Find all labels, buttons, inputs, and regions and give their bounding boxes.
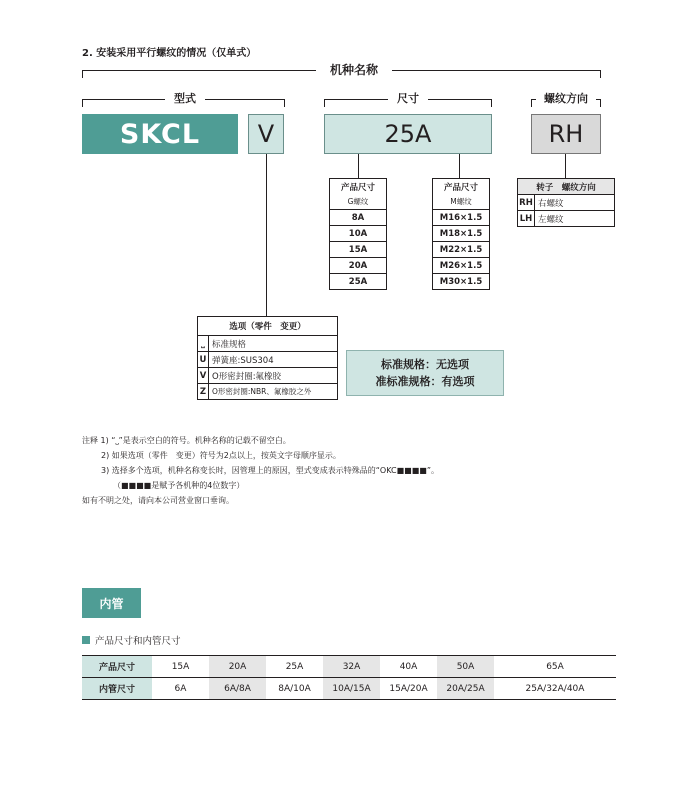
thread-code-box: RH	[531, 114, 601, 154]
m-table-header: 产品尺寸	[433, 179, 490, 195]
inner-tube-title: 内管	[82, 588, 141, 618]
table-cell: 65A	[494, 656, 616, 678]
note-contact: 如有不明之处，请向本公司营业窗口垂询。	[82, 496, 234, 505]
direction-table	[517, 178, 615, 227]
inner-tube-subtitle-row	[82, 633, 181, 647]
table-cell: RH	[518, 195, 535, 211]
table-cell: 10A	[330, 226, 387, 242]
table-row	[82, 678, 616, 700]
inner-tube-table	[82, 655, 616, 700]
table-cell: 标准规格	[209, 336, 338, 352]
g-table-subheader: G螺纹	[330, 194, 387, 210]
option-table-header: 选项（零件 变更）	[198, 317, 338, 336]
table-cell: 15A	[152, 656, 209, 678]
table-cell: 50A	[437, 656, 494, 678]
g-table-header: 产品尺寸	[330, 179, 387, 195]
table-cell: 6A	[152, 678, 209, 700]
g-thread-table	[329, 178, 387, 290]
table-cell: M16×1.5	[433, 210, 490, 226]
table-cell: 8A/10A	[266, 678, 323, 700]
m-thread-table	[432, 178, 490, 290]
table-cell: 15A	[330, 242, 387, 258]
direction-table-header: 转子 螺纹方向	[518, 179, 615, 195]
model-name-label: 机种名称	[316, 62, 392, 78]
table-cell: 20A	[330, 258, 387, 274]
note-1: 注释 1) “⎵”是表示空白的符号。机种名称的记载不留空白。	[82, 436, 291, 445]
table-cell: 左螺纹	[535, 211, 615, 227]
table-cell: 10A/15A	[323, 678, 380, 700]
thread-direction-label: 螺纹方向	[536, 92, 596, 106]
inner-tube-subtitle: 产品尺寸和内管尺寸	[95, 636, 181, 647]
size-code-box: 25A	[324, 114, 492, 154]
section-title: 2. 安装采用平行螺纹的情况（仅单式）	[82, 48, 257, 59]
table-cell: M18×1.5	[433, 226, 490, 242]
note-2: 2) 如果选项（零件 变更）符号为2点以上，按英文字母顺序显示。	[101, 451, 341, 460]
option-table	[197, 316, 338, 400]
type-code-box: SKCL	[82, 114, 238, 154]
row-header: 内管尺寸	[82, 678, 152, 700]
table-cell: M30×1.5	[433, 274, 490, 290]
table-cell: 25A	[330, 274, 387, 290]
square-bullet-icon	[82, 636, 90, 644]
row-header: 产品尺寸	[82, 656, 152, 678]
table-cell: 20A	[209, 656, 266, 678]
table-cell: V	[198, 368, 209, 384]
type-label: 型式	[165, 92, 205, 106]
table-cell: M22×1.5	[433, 242, 490, 258]
table-cell: 6A/8A	[209, 678, 266, 700]
size-label: 尺寸	[388, 92, 428, 106]
table-cell: 15A/20A	[380, 678, 437, 700]
table-cell: 8A	[330, 210, 387, 226]
table-cell: M26×1.5	[433, 258, 490, 274]
table-cell: 40A	[380, 656, 437, 678]
table-cell: LH	[518, 211, 535, 227]
standard-spec-line: 标准规格：无选项	[381, 358, 469, 371]
standard-spec-box	[346, 350, 504, 396]
table-cell: Z	[198, 384, 209, 400]
m-table-subheader: M螺纹	[433, 194, 490, 210]
table-cell: 弹簧座:SUS304	[209, 352, 338, 368]
table-row	[82, 656, 616, 678]
table-cell: 32A	[323, 656, 380, 678]
table-cell: 25A/32A/40A	[494, 678, 616, 700]
table-cell: O形密封圈:氟橡胶	[209, 368, 338, 384]
table-cell: U	[198, 352, 209, 368]
table-cell: 20A/25A	[437, 678, 494, 700]
table-cell: 右螺纹	[535, 195, 615, 211]
option-code-box: V	[248, 114, 284, 154]
note-3-sub: （■■■■是赋予各机种的4位数字）	[113, 481, 245, 490]
notes	[82, 433, 439, 508]
note-3: 3) 选择多个选项，机种名称变长时，因管理上的原因，型式变成表示特殊品的“OKC■■■■”。	[101, 466, 439, 475]
table-cell: O形密封圈:NBR、氟橡胶之外	[209, 384, 338, 400]
table-cell: 25A	[266, 656, 323, 678]
table-cell: ⎵	[198, 336, 209, 352]
semi-standard-spec-line: 准标准规格：有选项	[375, 375, 475, 388]
